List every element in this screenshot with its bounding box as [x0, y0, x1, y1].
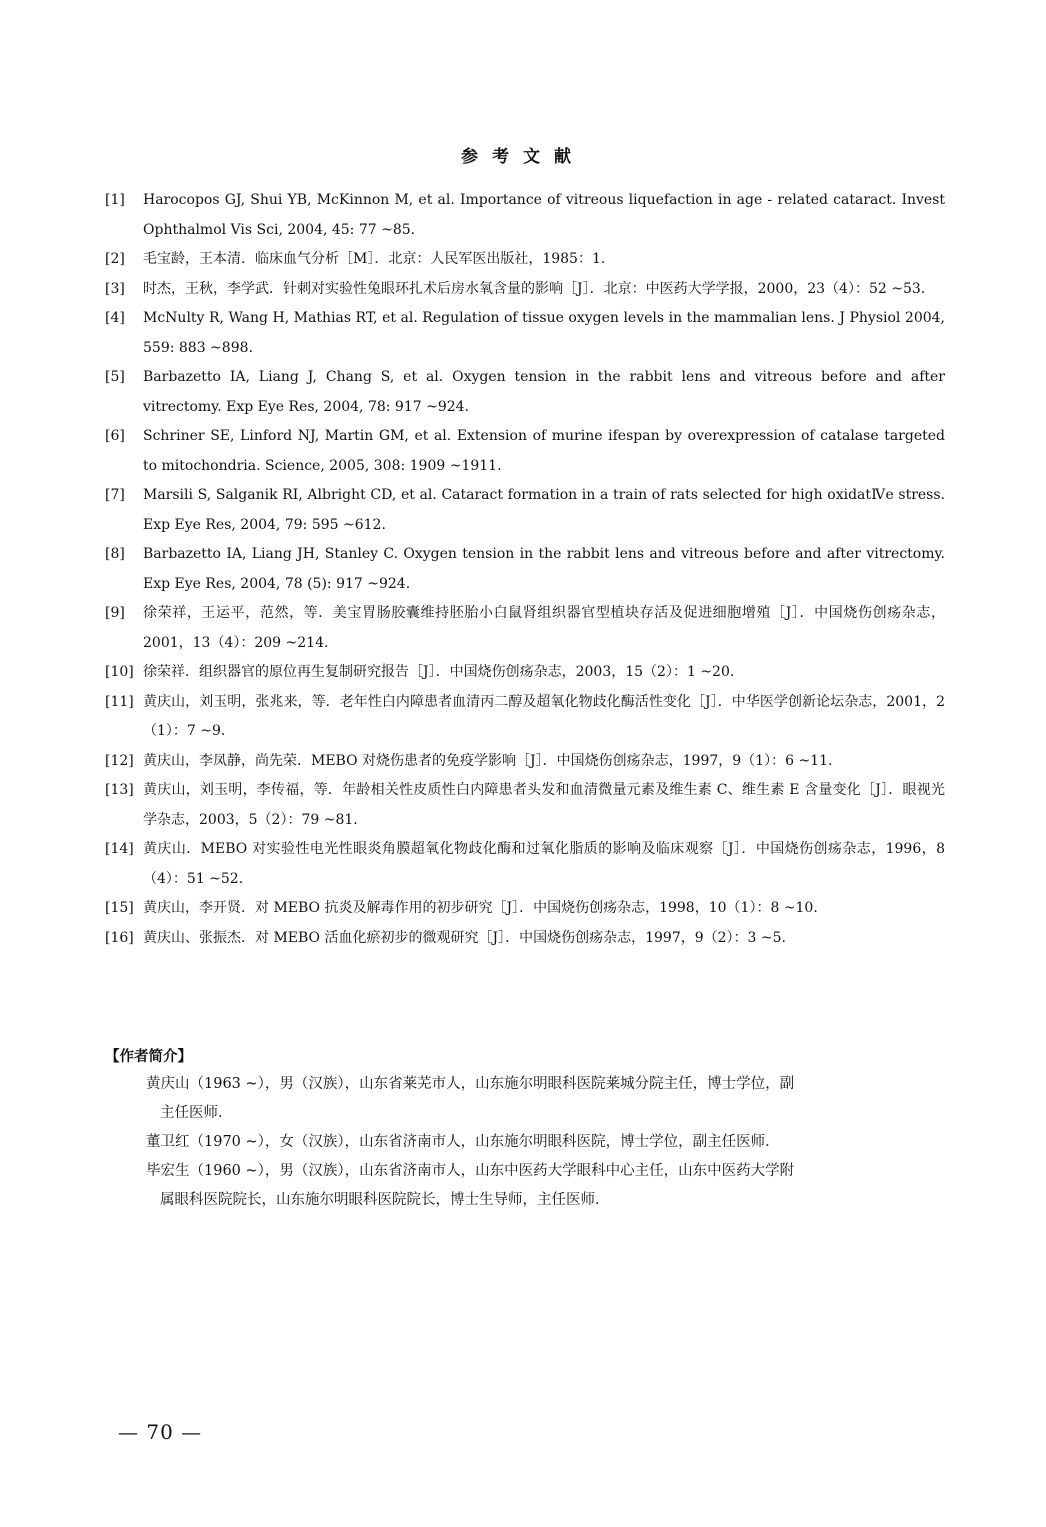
- reference-text: Barbazetto IA, Liang J, Chang S, et al. Oxygen tension in the rabbit lens and vitreous before and after vitrectomy. Exp Eye Res, 2004, 78: 917 ~924.: [143, 369, 945, 415]
- page-number: — 70 —: [118, 1420, 203, 1444]
- reference-number: [5]: [105, 369, 125, 385]
- reference-item: [105, 275, 945, 305]
- reference-text: 黄庆山，刘玉明，李传福，等．年龄相关性皮质性白内障患者头发和血清微量元素及维生素 C、维生素 E 含量变化［J］．眼视光学杂志，2003，5（2）：79 ~81.: [143, 782, 945, 828]
- author-entry: [146, 1157, 944, 1215]
- reference-item: [105, 747, 945, 777]
- author-entry: [146, 1128, 944, 1157]
- reference-text: 徐荣祥，王运平，范然，等．美宝胃肠胶囊维持胚胎小白鼠肾组织器官型植块存活及促进细胞增殖［J］．中国烧伤创疡杂志，2001，13（4）：209 ~214.: [143, 605, 945, 651]
- reference-text: 黄庆山，李凤静，尚先荣．MEBO 对烧伤患者的免疫学影响［J］．中国烧伤创疡杂志，1997，9（1）：6 ~11.: [143, 752, 833, 769]
- reference-text: 时杰，王秋，李学武．针刺对实验性兔眼环扎术后房水氧含量的影响［J］．北京：中医药大学学报，2000，23（4）：52 ~53.: [143, 280, 926, 297]
- reference-text: Barbazetto IA, Liang JH, Stanley C. Oxygen tension in the rabbit lens and vitreous before and after vitrectomy. Exp Eye Res, 2004, 78 (5): 917 ~924.: [143, 546, 945, 592]
- reference-text: Harocopos GJ, Shui YB, McKinnon M, et al. Importance of vitreous liquefaction in age - related cataract. Invest Ophthalmol Vis Sci, 2004, 45: 77 ~85.: [143, 192, 945, 238]
- reference-number: [1]: [105, 192, 125, 208]
- reference-number: [11]: [105, 693, 134, 710]
- reference-text: Marsili S, Salganik RI, Albright CD, et al. Cataract formation in a train of rats selected for high oxidatⅣe stress. Exp Eye Res, 2004, 79: 595 ~612.: [143, 487, 945, 533]
- author-entry: [146, 1070, 944, 1128]
- reference-number: [6]: [105, 428, 125, 444]
- reference-item: [105, 776, 945, 835]
- reference-item: [105, 599, 945, 658]
- reference-number: [4]: [105, 310, 125, 326]
- reference-text: 黄庆山，李开贤．对 MEBO 抗炎及解毒作用的初步研究［J］．中国烧伤创疡杂志，1998，10（1）：8 ~10.: [143, 900, 818, 916]
- reference-text: 黄庆山，刘玉明，张兆来，等．老年性白内障患者血清丙二醇及超氧化物歧化酶活性变化［J］．中华医学创新论坛杂志，2001，2（1）：7 ~9.: [143, 693, 945, 739]
- reference-item: [105, 363, 945, 422]
- reference-text: 黄庆山．MEBO 对实验性电光性眼炎角膜超氧化物歧化酶和过氧化脂质的影响及临床观察［J］．中国烧伤创疡杂志，1996，8（4）：51 ~52.: [143, 841, 945, 887]
- reference-list: [105, 186, 945, 953]
- reference-item: [105, 894, 945, 924]
- reference-number: [3]: [105, 280, 125, 297]
- reference-number: [9]: [105, 605, 125, 621]
- author-list: [146, 1070, 944, 1215]
- reference-item: [105, 658, 945, 688]
- reference-item: [105, 245, 945, 275]
- reference-number: [14]: [105, 841, 134, 857]
- reference-text: McNulty R, Wang H, Mathias RT, et al. Regulation of tissue oxygen levels in the mammalian lens. J Physiol 2004, 559: 883 ~898.: [143, 310, 945, 356]
- reference-text: Schriner SE, Linford NJ, Martin GM, et al. Extension of murine ifespan by overexpression of catalase targeted to mitochondria. Science, 2005, 308: 1909 ~1911.: [143, 428, 945, 474]
- reference-number: [15]: [105, 900, 134, 916]
- reference-number: [13]: [105, 782, 134, 798]
- reference-number: [8]: [105, 546, 125, 562]
- author-line-continued: 属眼科医院院长，山东施尔明眼科医院院长，博士生导师，主任医师．: [160, 1192, 610, 1208]
- reference-number: [16]: [105, 929, 134, 946]
- reference-number: [10]: [105, 664, 134, 680]
- reference-text: 徐荣祥．组织器官的原位再生复制研究报告［J］．中国烧伤创疡杂志，2003，15（2）：1 ~20.: [143, 664, 735, 680]
- reference-item: [105, 688, 945, 747]
- reference-text: 黄庆山、张振杰．对 MEBO 活血化瘀初步的微观研究［J］．中国烧伤创疡杂志，1997，9（2）：3 ~5.: [143, 929, 786, 946]
- reference-item: [105, 481, 945, 540]
- reference-number: [2]: [105, 251, 125, 267]
- reference-item: [105, 924, 945, 954]
- reference-text: 毛宝龄，王本清．临床血气分析［M］．北京：人民军医出版社，1985：1.: [143, 251, 606, 267]
- reference-item: [105, 186, 945, 245]
- reference-item: [105, 835, 945, 894]
- reference-number: [7]: [105, 487, 125, 503]
- author-line: 黄庆山（1963 ~），男（汉族），山东省莱芜市人，山东施尔明眼科医院莱城分院主任，博士学位，副: [146, 1076, 795, 1092]
- author-line: 董卫红（1970 ~），女（汉族），山东省济南市人，山东施尔明眼科医院，博士学位，副主任医师．: [146, 1134, 780, 1150]
- reference-item: [105, 422, 945, 481]
- reference-item: [105, 304, 945, 363]
- reference-item: [105, 540, 945, 599]
- author-section-heading: 【作者简介】: [105, 1048, 192, 1065]
- references-heading: 参考文献: [461, 147, 585, 167]
- author-line: 毕宏生（1960 ~），男（汉族），山东省济南市人，山东中医药大学眼科中心主任，山东中医药大学附: [146, 1163, 795, 1179]
- reference-number: [12]: [105, 752, 134, 769]
- author-line-continued: 主任医师．: [160, 1105, 233, 1121]
